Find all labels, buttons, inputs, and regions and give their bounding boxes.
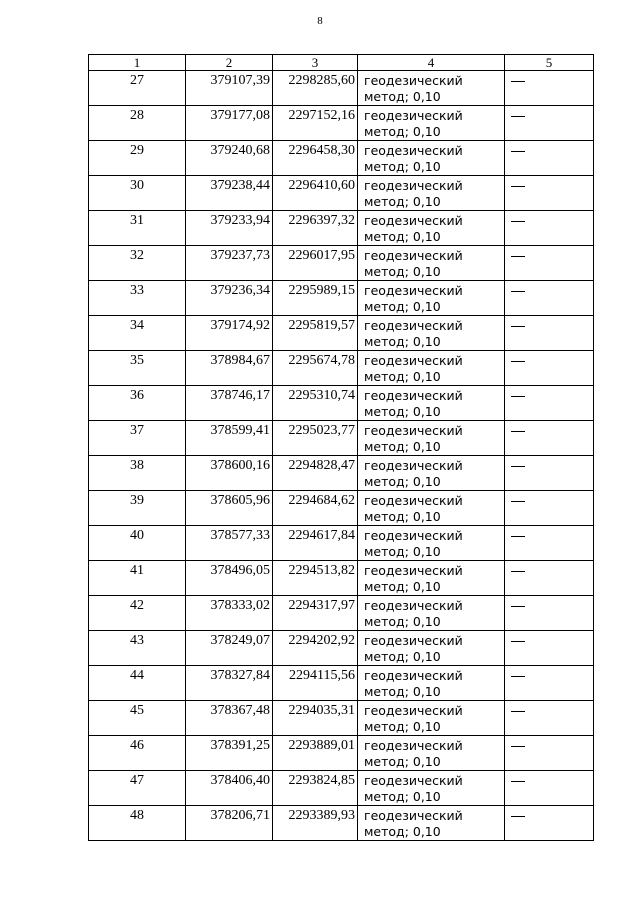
cell-col5: [505, 351, 594, 386]
table-row: [89, 281, 594, 316]
y-coordinate: 2295674,78: [288, 353, 355, 368]
dash-mark: [511, 396, 525, 397]
method-line-1: геодезический: [364, 213, 463, 228]
method-line-2: метод; 0,10: [364, 404, 441, 419]
cell-y-coordinate: [273, 526, 358, 561]
cell-x-coordinate: [186, 491, 273, 526]
method-line-2: метод; 0,10: [364, 299, 441, 314]
cell-x-coordinate: [186, 106, 273, 141]
y-coordinate: 2293389,93: [288, 808, 355, 823]
dash-mark: [511, 256, 525, 257]
cell-method: [358, 491, 505, 526]
y-coordinate: 2294828,47: [288, 458, 355, 473]
x-coordinate: 378496,05: [210, 563, 270, 578]
method-line-2: метод; 0,10: [364, 474, 441, 489]
point-number: 47: [130, 773, 144, 788]
cell-y-coordinate: [273, 351, 358, 386]
method-line-1: геодезический: [364, 388, 463, 403]
cell-y-coordinate: [273, 141, 358, 176]
x-coordinate: 379238,44: [210, 178, 270, 193]
point-number: 39: [130, 493, 144, 508]
cell-method: [358, 351, 505, 386]
cell-x-coordinate: [186, 561, 273, 596]
cell-y-coordinate: [273, 666, 358, 701]
cell-col5: [505, 631, 594, 666]
method-line-2: метод; 0,10: [364, 369, 441, 384]
cell-point-number: [89, 771, 186, 806]
dash-mark: [511, 116, 525, 117]
y-coordinate: 2294202,92: [288, 633, 355, 648]
point-number: 48: [130, 808, 144, 823]
cell-method: [358, 281, 505, 316]
cell-y-coordinate: [273, 701, 358, 736]
cell-y-coordinate: [273, 316, 358, 351]
point-number: 32: [130, 248, 144, 263]
point-number: 34: [130, 318, 144, 333]
cell-point-number: [89, 456, 186, 491]
column-header-4: 4: [358, 55, 505, 71]
dash-mark: [511, 431, 525, 432]
dash-mark: [511, 571, 525, 572]
method-line-2: метод; 0,10: [364, 194, 441, 209]
point-number: 28: [130, 108, 144, 123]
cell-col5: [505, 736, 594, 771]
cell-method: [358, 561, 505, 596]
table-row: [89, 141, 594, 176]
dash-mark: [511, 466, 525, 467]
cell-y-coordinate: [273, 386, 358, 421]
table-row: [89, 421, 594, 456]
cell-method: [358, 456, 505, 491]
cell-point-number: [89, 386, 186, 421]
cell-col5: [505, 526, 594, 561]
point-number: 40: [130, 528, 144, 543]
cell-x-coordinate: [186, 596, 273, 631]
dash-mark: [511, 536, 525, 537]
cell-col5: [505, 561, 594, 596]
cell-x-coordinate: [186, 701, 273, 736]
method-line-1: геодезический: [364, 318, 463, 333]
y-coordinate: 2295023,77: [288, 423, 355, 438]
cell-x-coordinate: [186, 141, 273, 176]
cell-method: [358, 211, 505, 246]
cell-col5: [505, 71, 594, 106]
table-row: [89, 71, 594, 106]
dash-mark: [511, 746, 525, 747]
y-coordinate: 2294317,97: [288, 598, 355, 613]
cell-x-coordinate: [186, 421, 273, 456]
cell-method: [358, 316, 505, 351]
cell-x-coordinate: [186, 246, 273, 281]
table-row: [89, 106, 594, 141]
x-coordinate: 378577,33: [210, 528, 270, 543]
x-coordinate: 379233,94: [210, 213, 270, 228]
table-row: [89, 736, 594, 771]
point-number: 38: [130, 458, 144, 473]
method-line-1: геодезический: [364, 528, 463, 543]
dash-mark: [511, 816, 525, 817]
cell-y-coordinate: [273, 421, 358, 456]
cell-y-coordinate: [273, 281, 358, 316]
cell-point-number: [89, 701, 186, 736]
cell-point-number: [89, 666, 186, 701]
method-line-2: метод; 0,10: [364, 509, 441, 524]
cell-point-number: [89, 561, 186, 596]
cell-col5: [505, 666, 594, 701]
y-coordinate: 2295989,15: [288, 283, 355, 298]
cell-x-coordinate: [186, 771, 273, 806]
point-number: 42: [130, 598, 144, 613]
table-row: [89, 596, 594, 631]
dash-mark: [511, 711, 525, 712]
cell-y-coordinate: [273, 806, 358, 841]
method-line-1: геодезический: [364, 633, 463, 648]
cell-point-number: [89, 351, 186, 386]
cell-col5: [505, 806, 594, 841]
dash-mark: [511, 606, 525, 607]
table-header: [89, 55, 594, 71]
method-line-2: метод; 0,10: [364, 159, 441, 174]
y-coordinate: 2294684,62: [288, 493, 355, 508]
cell-x-coordinate: [186, 281, 273, 316]
method-line-1: геодезический: [364, 248, 463, 263]
cell-y-coordinate: [273, 561, 358, 596]
cell-y-coordinate: [273, 736, 358, 771]
dash-mark: [511, 781, 525, 782]
cell-y-coordinate: [273, 771, 358, 806]
y-coordinate: 2296458,30: [288, 143, 355, 158]
cell-method: [358, 526, 505, 561]
dash-mark: [511, 81, 525, 82]
table-row: [89, 771, 594, 806]
table-row: [89, 806, 594, 841]
y-coordinate: 2296017,95: [288, 248, 355, 263]
coordinates-table: [88, 54, 594, 841]
cell-point-number: [89, 71, 186, 106]
cell-method: [358, 71, 505, 106]
dash-mark: [511, 221, 525, 222]
cell-y-coordinate: [273, 106, 358, 141]
method-line-1: геодезический: [364, 493, 463, 508]
x-coordinate: 378599,41: [210, 423, 270, 438]
y-coordinate: 2296410,60: [288, 178, 355, 193]
cell-x-coordinate: [186, 351, 273, 386]
cell-col5: [505, 421, 594, 456]
dash-mark: [511, 641, 525, 642]
cell-col5: [505, 141, 594, 176]
point-number: 37: [130, 423, 144, 438]
cell-col5: [505, 176, 594, 211]
method-line-1: геодезический: [364, 353, 463, 368]
cell-x-coordinate: [186, 526, 273, 561]
x-coordinate: 378391,25: [210, 738, 270, 753]
cell-method: [358, 771, 505, 806]
cell-method: [358, 106, 505, 141]
cell-x-coordinate: [186, 316, 273, 351]
y-coordinate: 2297152,16: [288, 108, 355, 123]
table-row: [89, 316, 594, 351]
cell-point-number: [89, 736, 186, 771]
table-row: [89, 666, 594, 701]
y-coordinate: 2295310,74: [288, 388, 355, 403]
cell-y-coordinate: [273, 71, 358, 106]
y-coordinate: 2293889,01: [288, 738, 355, 753]
cell-point-number: [89, 491, 186, 526]
cell-point-number: [89, 281, 186, 316]
method-line-1: геодезический: [364, 808, 463, 823]
point-number: 29: [130, 143, 144, 158]
cell-x-coordinate: [186, 806, 273, 841]
table-row: [89, 456, 594, 491]
point-number: 45: [130, 703, 144, 718]
x-coordinate: 378746,17: [210, 388, 270, 403]
cell-x-coordinate: [186, 456, 273, 491]
x-coordinate: 378249,07: [210, 633, 270, 648]
dash-mark: [511, 151, 525, 152]
table-row: [89, 351, 594, 386]
point-number: 46: [130, 738, 144, 753]
x-coordinate: 378367,48: [210, 703, 270, 718]
point-number: 30: [130, 178, 144, 193]
cell-col5: [505, 386, 594, 421]
table-row: [89, 491, 594, 526]
cell-method: [358, 141, 505, 176]
table-row: [89, 246, 594, 281]
cell-point-number: [89, 106, 186, 141]
method-line-1: геодезический: [364, 738, 463, 753]
method-line-2: метод; 0,10: [364, 579, 441, 594]
cell-y-coordinate: [273, 246, 358, 281]
cell-method: [358, 666, 505, 701]
table-row: [89, 211, 594, 246]
x-coordinate: 379236,34: [210, 283, 270, 298]
cell-col5: [505, 211, 594, 246]
cell-point-number: [89, 806, 186, 841]
x-coordinate: 378984,67: [210, 353, 270, 368]
cell-col5: [505, 106, 594, 141]
table-body: [89, 71, 594, 841]
method-line-1: геодезический: [364, 73, 463, 88]
method-line-2: метод; 0,10: [364, 229, 441, 244]
method-line-1: геодезический: [364, 178, 463, 193]
cell-x-coordinate: [186, 631, 273, 666]
cell-col5: [505, 596, 594, 631]
x-coordinate: 379237,73: [210, 248, 270, 263]
point-number: 35: [130, 353, 144, 368]
cell-point-number: [89, 631, 186, 666]
cell-point-number: [89, 246, 186, 281]
method-line-2: метод; 0,10: [364, 719, 441, 734]
method-line-2: метод; 0,10: [364, 754, 441, 769]
x-coordinate: 379107,39: [210, 73, 270, 88]
method-line-2: метод; 0,10: [364, 264, 441, 279]
cell-point-number: [89, 421, 186, 456]
cell-col5: [505, 281, 594, 316]
dash-mark: [511, 676, 525, 677]
point-number: 33: [130, 283, 144, 298]
cell-point-number: [89, 141, 186, 176]
x-coordinate: 378327,84: [210, 668, 270, 683]
cell-x-coordinate: [186, 666, 273, 701]
x-coordinate: 378406,40: [210, 773, 270, 788]
method-line-1: геодезический: [364, 143, 463, 158]
cell-col5: [505, 456, 594, 491]
method-line-1: геодезический: [364, 423, 463, 438]
header-row: [89, 55, 594, 71]
method-line-2: метод; 0,10: [364, 439, 441, 454]
table-row: [89, 701, 594, 736]
dash-mark: [511, 361, 525, 362]
y-coordinate: 2294617,84: [288, 528, 355, 543]
y-coordinate: 2294115,56: [289, 668, 355, 683]
method-line-2: метод; 0,10: [364, 334, 441, 349]
y-coordinate: 2298285,60: [288, 73, 355, 88]
method-line-2: метод; 0,10: [364, 684, 441, 699]
method-line-2: метод; 0,10: [364, 649, 441, 664]
cell-col5: [505, 491, 594, 526]
cell-col5: [505, 316, 594, 351]
cell-y-coordinate: [273, 491, 358, 526]
cell-method: [358, 701, 505, 736]
cell-x-coordinate: [186, 176, 273, 211]
cell-x-coordinate: [186, 736, 273, 771]
method-line-1: геодезический: [364, 668, 463, 683]
cell-method: [358, 246, 505, 281]
cell-method: [358, 176, 505, 211]
column-header-1: 1: [89, 55, 186, 71]
cell-point-number: [89, 176, 186, 211]
cell-method: [358, 386, 505, 421]
cell-y-coordinate: [273, 176, 358, 211]
method-line-1: геодезический: [364, 283, 463, 298]
cell-method: [358, 631, 505, 666]
y-coordinate: 2296397,32: [288, 213, 355, 228]
x-coordinate: 379240,68: [210, 143, 270, 158]
table-row: [89, 526, 594, 561]
page-number: 8: [317, 15, 323, 27]
point-number: 36: [130, 388, 144, 403]
cell-point-number: [89, 526, 186, 561]
method-line-1: геодезический: [364, 563, 463, 578]
y-coordinate: 2294035,31: [288, 703, 355, 718]
x-coordinate: 379174,92: [210, 318, 270, 333]
cell-method: [358, 736, 505, 771]
x-coordinate: 378333,02: [210, 598, 270, 613]
cell-y-coordinate: [273, 456, 358, 491]
x-coordinate: 379177,08: [210, 108, 270, 123]
column-header-2: 2: [186, 55, 273, 71]
table-row: [89, 561, 594, 596]
column-header-5: 5: [505, 55, 594, 71]
point-number: 27: [130, 73, 144, 88]
point-number: 41: [130, 563, 144, 578]
cell-col5: [505, 771, 594, 806]
y-coordinate: 2294513,82: [288, 563, 355, 578]
dash-mark: [511, 501, 525, 502]
table-row: [89, 386, 594, 421]
x-coordinate: 378206,71: [210, 808, 270, 823]
cell-y-coordinate: [273, 596, 358, 631]
cell-x-coordinate: [186, 386, 273, 421]
dash-mark: [511, 186, 525, 187]
cell-y-coordinate: [273, 211, 358, 246]
method-line-1: геодезический: [364, 703, 463, 718]
y-coordinate: 2293824,85: [288, 773, 355, 788]
cell-point-number: [89, 596, 186, 631]
cell-method: [358, 806, 505, 841]
table-row: [89, 631, 594, 666]
method-line-1: геодезический: [364, 598, 463, 613]
method-line-1: геодезический: [364, 773, 463, 788]
x-coordinate: 378600,16: [210, 458, 270, 473]
point-number: 31: [130, 213, 144, 228]
cell-point-number: [89, 211, 186, 246]
method-line-1: геодезический: [364, 458, 463, 473]
y-coordinate: 2295819,57: [288, 318, 355, 333]
point-number: 43: [130, 633, 144, 648]
x-coordinate: 378605,96: [210, 493, 270, 508]
cell-point-number: [89, 316, 186, 351]
cell-col5: [505, 246, 594, 281]
method-line-2: метод; 0,10: [364, 124, 441, 139]
method-line-1: геодезический: [364, 108, 463, 123]
cell-y-coordinate: [273, 631, 358, 666]
method-line-2: метод; 0,10: [364, 544, 441, 559]
method-line-2: метод; 0,10: [364, 824, 441, 839]
cell-x-coordinate: [186, 71, 273, 106]
method-line-2: метод; 0,10: [364, 789, 441, 804]
method-line-2: метод; 0,10: [364, 614, 441, 629]
table-row: [89, 176, 594, 211]
point-number: 44: [130, 668, 144, 683]
method-line-2: метод; 0,10: [364, 89, 441, 104]
dash-mark: [511, 326, 525, 327]
cell-col5: [505, 701, 594, 736]
cell-x-coordinate: [186, 211, 273, 246]
cell-method: [358, 421, 505, 456]
cell-method: [358, 596, 505, 631]
column-header-3: 3: [273, 55, 358, 71]
dash-mark: [511, 291, 525, 292]
